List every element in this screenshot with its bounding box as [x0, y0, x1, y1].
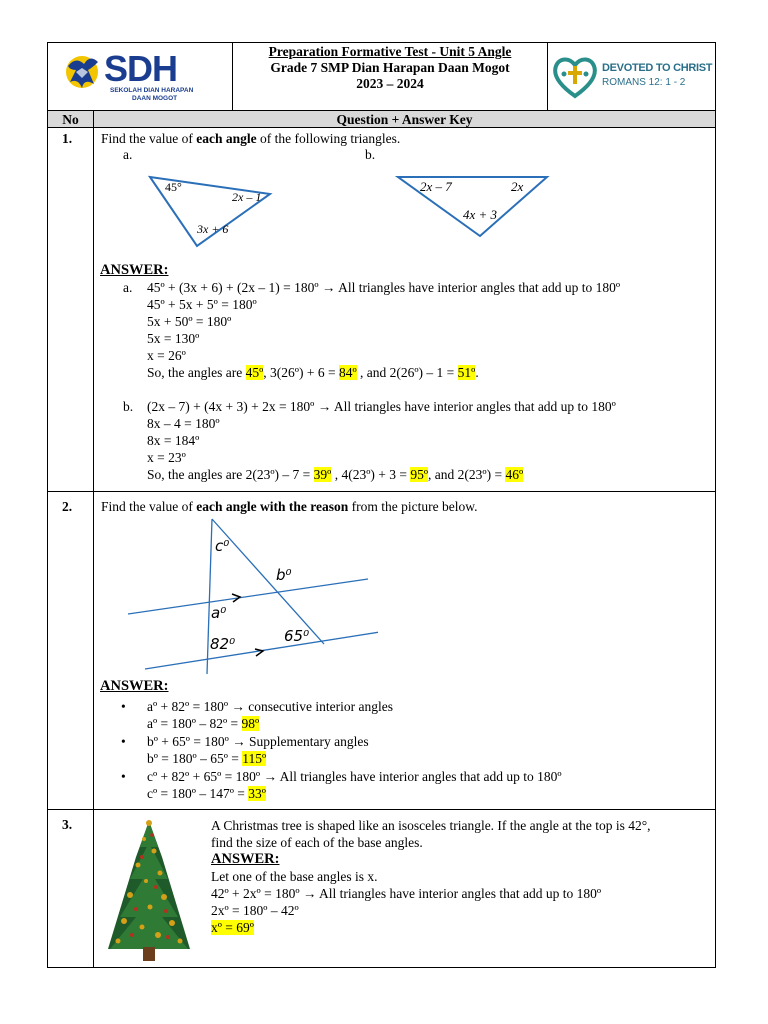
row2-bottom: [47, 809, 716, 810]
q2-item3-line2: cº = 180º – 147º = 33º: [147, 786, 266, 801]
q2-prompt: Find the value of each angle with the reason from the picture below.: [101, 499, 478, 514]
q1-number: 1.: [62, 131, 73, 146]
q2-answer-heading: ANSWER:: [100, 678, 169, 694]
q3-line3: 2xº = 180º – 42º: [211, 903, 299, 918]
q3-line2: 42º + 2xº = 180º → All triangles have interior angles that add up to 180º: [211, 886, 602, 901]
heart-cross-icon: [550, 52, 600, 102]
tri-b-angle-4x+3: 4x + 3: [463, 207, 498, 222]
q1-b-line4: x = 23º: [147, 450, 186, 465]
header-title-line3: 2023 – 2024: [356, 76, 424, 91]
school-logo: [62, 50, 227, 105]
table-border-right: [715, 42, 716, 968]
answer-highlight: xº = 69º: [211, 920, 254, 935]
answer-highlight: 39º: [313, 467, 332, 482]
q2-bullet-1: •: [121, 699, 126, 714]
devoted-title: DEVOTED TO CHRIST: [602, 62, 713, 74]
christmas-tree-image: [102, 817, 197, 963]
header-title-line2: Grade 7 SMP Dian Harapan Daan Mogot: [270, 60, 510, 75]
column-header-no: No: [62, 112, 79, 127]
header-divider-right: [547, 42, 548, 110]
q3-final: [211, 920, 254, 935]
angle-label-b: b⁰: [276, 566, 292, 584]
angle-label-a: a⁰: [211, 604, 227, 622]
q3-number: 3.: [62, 817, 73, 832]
q3-line1: Let one of the base angles is x.: [211, 869, 378, 884]
q1-a-marker: a.: [123, 280, 133, 295]
q1-a-final: So, the angles are 45º, 3(26º) + 6 = 84º , and 2(26º) – 1 = 51º.: [147, 365, 479, 380]
q1-b-line2: 8x – 4 = 180º: [147, 416, 220, 431]
q1-a-line2: 45º + 5x + 5º = 180º: [147, 297, 257, 312]
answer-highlight: 98º: [241, 716, 260, 731]
q1-label-b: b.: [365, 147, 376, 162]
tri-b-angle-2x-7: 2x – 7: [420, 179, 452, 194]
q1-b-marker: b.: [123, 399, 134, 414]
answer-highlight: 95º: [410, 467, 429, 482]
angle-label-65: 65⁰: [284, 627, 310, 645]
devoted-logo: [550, 52, 713, 104]
q1-a-line4: 5x = 130º: [147, 331, 200, 346]
tri-a-angle-45: 45°: [165, 180, 182, 194]
column-header-question: Question + Answer Key: [336, 112, 473, 127]
angle-label-c: c⁰: [215, 537, 230, 555]
table-border-bottom: [47, 967, 716, 968]
devoted-verse: ROMANS 12: 1 - 2: [602, 77, 686, 88]
column-header-bottom: [47, 127, 716, 128]
q1-prompt: Find the value of each angle of the following triangles.: [101, 131, 401, 146]
q1-b-line3: 8x = 184º: [147, 433, 200, 448]
answer-highlight: 46º: [505, 467, 524, 482]
tri-b-angle-2x: 2x: [511, 179, 524, 194]
table-border-top: [47, 42, 716, 43]
q1-a-line1: 45º + (3x + 6) + (2x – 1) = 180º → All triangles have interior angles that add up to 180º: [147, 280, 621, 295]
q1-a-line3: 5x + 50º = 180º: [147, 314, 232, 329]
table-border-left: [47, 42, 48, 968]
q1-b-final: So, the angles are 2(23º) – 7 = 39º , 4(23º) + 3 = 95º, and 2(23º) = 46º: [147, 467, 524, 482]
q2-item3-line1: cº + 82º + 65º = 180º → All triangles have interior angles that add up to 180º: [147, 769, 562, 784]
q1-a-line5: x = 26º: [147, 348, 186, 363]
q2-bullet-3: •: [121, 769, 126, 784]
q3-text-line2: find the size of each of the base angles.: [211, 835, 423, 850]
logo-sub2: DAAN MOGOT: [132, 95, 178, 102]
q2-item1-line1: aº + 82º = 180º → consecutive interior angles: [147, 699, 393, 714]
row1-bottom: [47, 491, 716, 492]
q1-answer-heading: ANSWER:: [100, 262, 169, 278]
tri-a-angle-2x-1: 2x – 1: [232, 190, 262, 204]
answer-highlight: 45º: [245, 365, 264, 380]
q2-item2-line2: bº = 180º – 65º = 115º: [147, 751, 267, 766]
logo-sub1: SEKOLAH DIAN HARAPAN: [110, 87, 194, 94]
tri-a-angle-3x+6: 3x + 6: [197, 222, 229, 236]
answer-highlight: 84º: [338, 365, 357, 380]
q3-text-line1: A Christmas tree is shaped like an isosceles triangle. If the angle at the top is 42°,: [211, 818, 651, 833]
header-title-line1: Preparation Formative Test - Unit 5 Angle: [268, 44, 512, 59]
q3-answer-heading: ANSWER:: [211, 851, 280, 867]
parallel-lines-figure: [128, 516, 378, 676]
q1-label-a: a.: [123, 147, 133, 162]
angle-label-82: 82⁰: [210, 635, 236, 653]
column-divider: [93, 110, 94, 968]
answer-highlight: 33º: [248, 786, 266, 801]
q2-bullet-2: •: [121, 734, 126, 749]
logo-brand: SDH: [104, 48, 178, 89]
q2-item2-line1: bº + 65º = 180º → Supplementary angles: [147, 734, 369, 749]
q2-item1-line2: aº = 180º – 82º = 98º: [147, 716, 260, 731]
answer-highlight: 51º: [457, 365, 476, 380]
q1-b-line1: (2x – 7) + (4x + 3) + 2x = 180º → All triangles have interior angles that add up to 180º: [147, 399, 616, 414]
answer-highlight: 115º: [242, 751, 267, 766]
q2-number: 2.: [62, 499, 73, 514]
